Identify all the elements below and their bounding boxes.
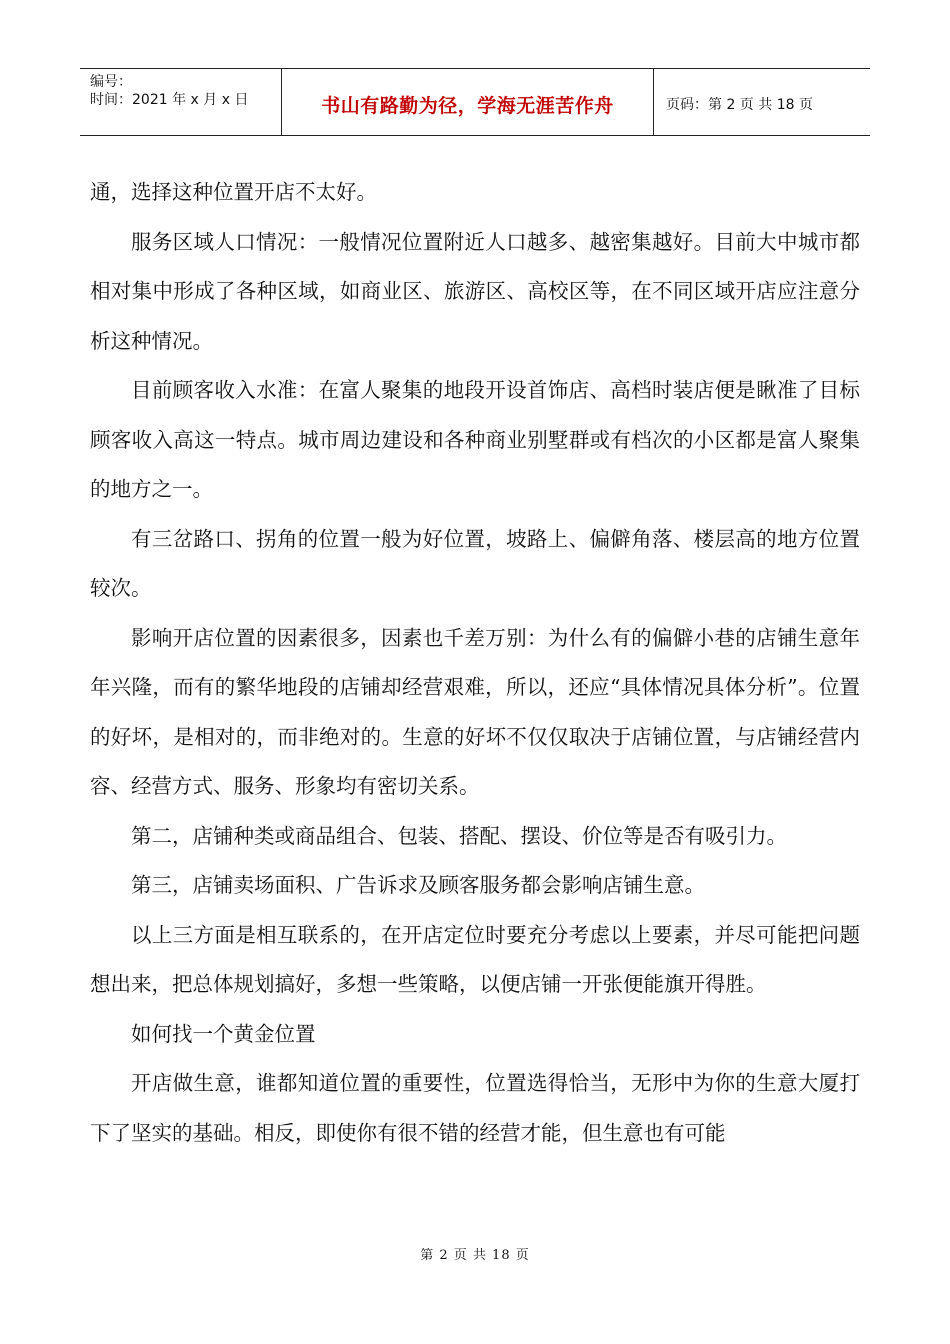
paragraph: 影响开店位置的因素很多，因素也千差万别：为什么有的偏僻小巷的店铺生意年年兴隆，而有的繁华地段的店铺却经营艰难，所以，还应“具体情况具体分析”。位置的好坏，是相对的，而非绝对的。生意的好坏不仅仅取决于店铺位置，与店铺经营内容、经营方式、服务、形象均有密切关系。 bbox=[90, 625, 860, 798]
section-heading: 如何找一个黄金位置 bbox=[131, 1021, 316, 1046]
paragraph: 通，选择这种位置开店不太好。 bbox=[90, 180, 377, 204]
paragraph: 第二，店铺种类或商品组合、包装、搭配、摆设、价位等是否有吸引力。 bbox=[131, 823, 787, 848]
document-time-label: 时间：2021 年 x 月 x 日 bbox=[90, 92, 249, 108]
paragraph: 有三岔路口、拐角的位置一般为好位置，坡路上、偏僻角落、楼层高的地方位置较次。 bbox=[90, 526, 860, 600]
paragraph: 开店做生意，谁都知道位置的重要性，位置选得恰当，无形中为你的生意大厦打下了坚实的基础。相反，即使你有很不错的经营才能，但生意也有可能 bbox=[90, 1071, 860, 1145]
paragraph: 目前顾客收入水准：在富人聚集的地段开设首饰店、高档时装店便是瞅准了目标顾客收入高这一特点。城市周边建设和各种商业别墅群或有档次的小区都是富人聚集的地方之一。 bbox=[90, 378, 860, 501]
paragraph: 第三，店铺卖场面积、广告诉求及顾客服务都会影响店铺生意。 bbox=[131, 873, 705, 897]
header-motto-cell bbox=[282, 69, 654, 135]
header-meta-cell bbox=[80, 69, 282, 135]
document-body bbox=[90, 168, 860, 1158]
paragraph: 服务区域人口情况：一般情况位置附近人口越多、越密集越好。目前大中城市都相对集中形成了各种区域，如商业区、旅游区、高校区等，在不同区域开店应注意分析这种情况。 bbox=[90, 229, 860, 353]
header-page-cell bbox=[654, 69, 870, 135]
document-number-label: 编号： bbox=[90, 74, 132, 90]
page-header bbox=[80, 68, 870, 136]
header-motto: 书山有路勤为径，学海无涯苦作舟 bbox=[321, 94, 614, 117]
paragraph: 以上三方面是相互联系的，在开店定位时要充分考虑以上要素，并尽可能把问题想出来，把总体规划搞好，多想一些策略，以便店铺一开张便能旗开得胜。 bbox=[90, 922, 860, 996]
header-page-info: 页码：第 2 页 共 18 页 bbox=[666, 97, 813, 113]
page-footer: 第 2 页 共 18 页 bbox=[420, 1248, 530, 1263]
